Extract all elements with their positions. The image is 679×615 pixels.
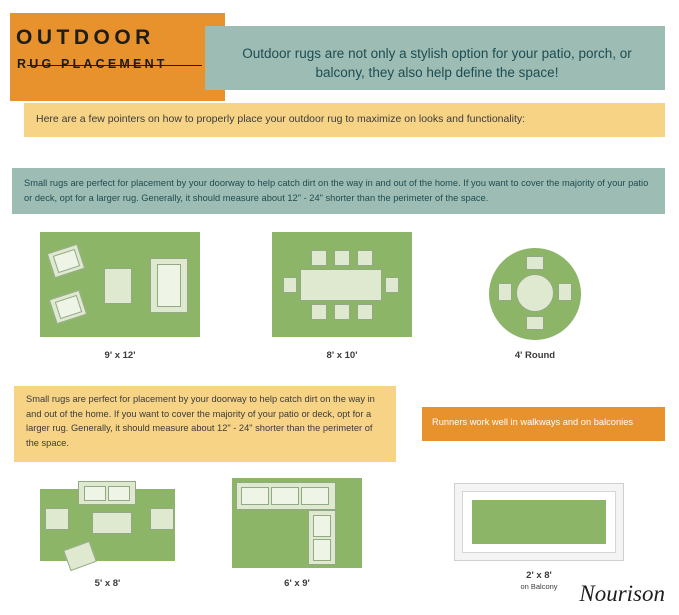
dining-chair [334,304,350,320]
dining-chair [357,304,373,320]
header-yellow-text: Here are a few pointers on how to properly place your outdoor rug to maximize on looks and functionality: [36,113,526,125]
sofa-cushion [241,487,269,505]
armchair-left [45,508,69,530]
armchair-right [150,508,174,530]
page-subtitle: RUG PLACEMENT [17,57,168,71]
round-chair [526,256,544,270]
section2-note-yellow-text: Small rugs are perfect for placement by your doorway to help catch dirt on the way in and out of the home. If you want to cover the majority of your patio or deck, opt for a larger rug. Generally, it should measure about 12" - 24" shorter than the perimeter of the space. [26,394,375,448]
sofa-cushion [271,487,299,505]
dining-chair [357,250,373,266]
caption-2x8: 2' x 8' [526,570,552,581]
dining-table [300,269,382,301]
caption-8x10: 8' x 10' [326,350,358,361]
sofa-cushion [108,486,130,501]
sofa-cushion [313,539,331,561]
brand-logo: Nourison [579,581,665,606]
caption-2x8-sub: on Balcony [520,582,558,591]
round-chair [498,283,512,301]
round-chair [526,316,544,330]
header-teal-text: Outdoor rugs are not only a stylish option for your patio, porch, or balcony, they also help define the space! [242,46,632,80]
caption-5x8: 5' x 8' [94,578,121,589]
section2-note-orange-text: Runners work well in walkways and on balconies [432,417,634,427]
caption-6x9: 6' x 9' [284,578,310,589]
round-chair [558,283,572,301]
sofa-cushion [84,486,106,501]
section1-note-text: Small rugs are perfect for placement by your doorway to help catch dirt on the way in and out of the home. If you want to cover the majority of your patio or deck, opt for a larger rug. Generally, it should measure about 12" - 24" shorter than the perimeter of the space. [24,178,649,203]
sofa-cushion [313,515,331,537]
round-table [516,274,554,312]
dining-chair [283,277,297,293]
dining-chair [385,277,399,293]
dining-chair [311,250,327,266]
page-title: OUTDOOR [16,26,155,49]
dining-chair [334,250,350,266]
coffee-table [92,512,132,534]
sofa-cushion [301,487,329,505]
dining-chair [311,304,327,320]
caption-9x12: 9' x 12' [104,350,136,361]
rug-shape-runner [472,500,606,544]
coffee-table [104,268,132,304]
sofa-cushion [157,264,181,307]
caption-4-round: 4' Round [514,350,556,361]
